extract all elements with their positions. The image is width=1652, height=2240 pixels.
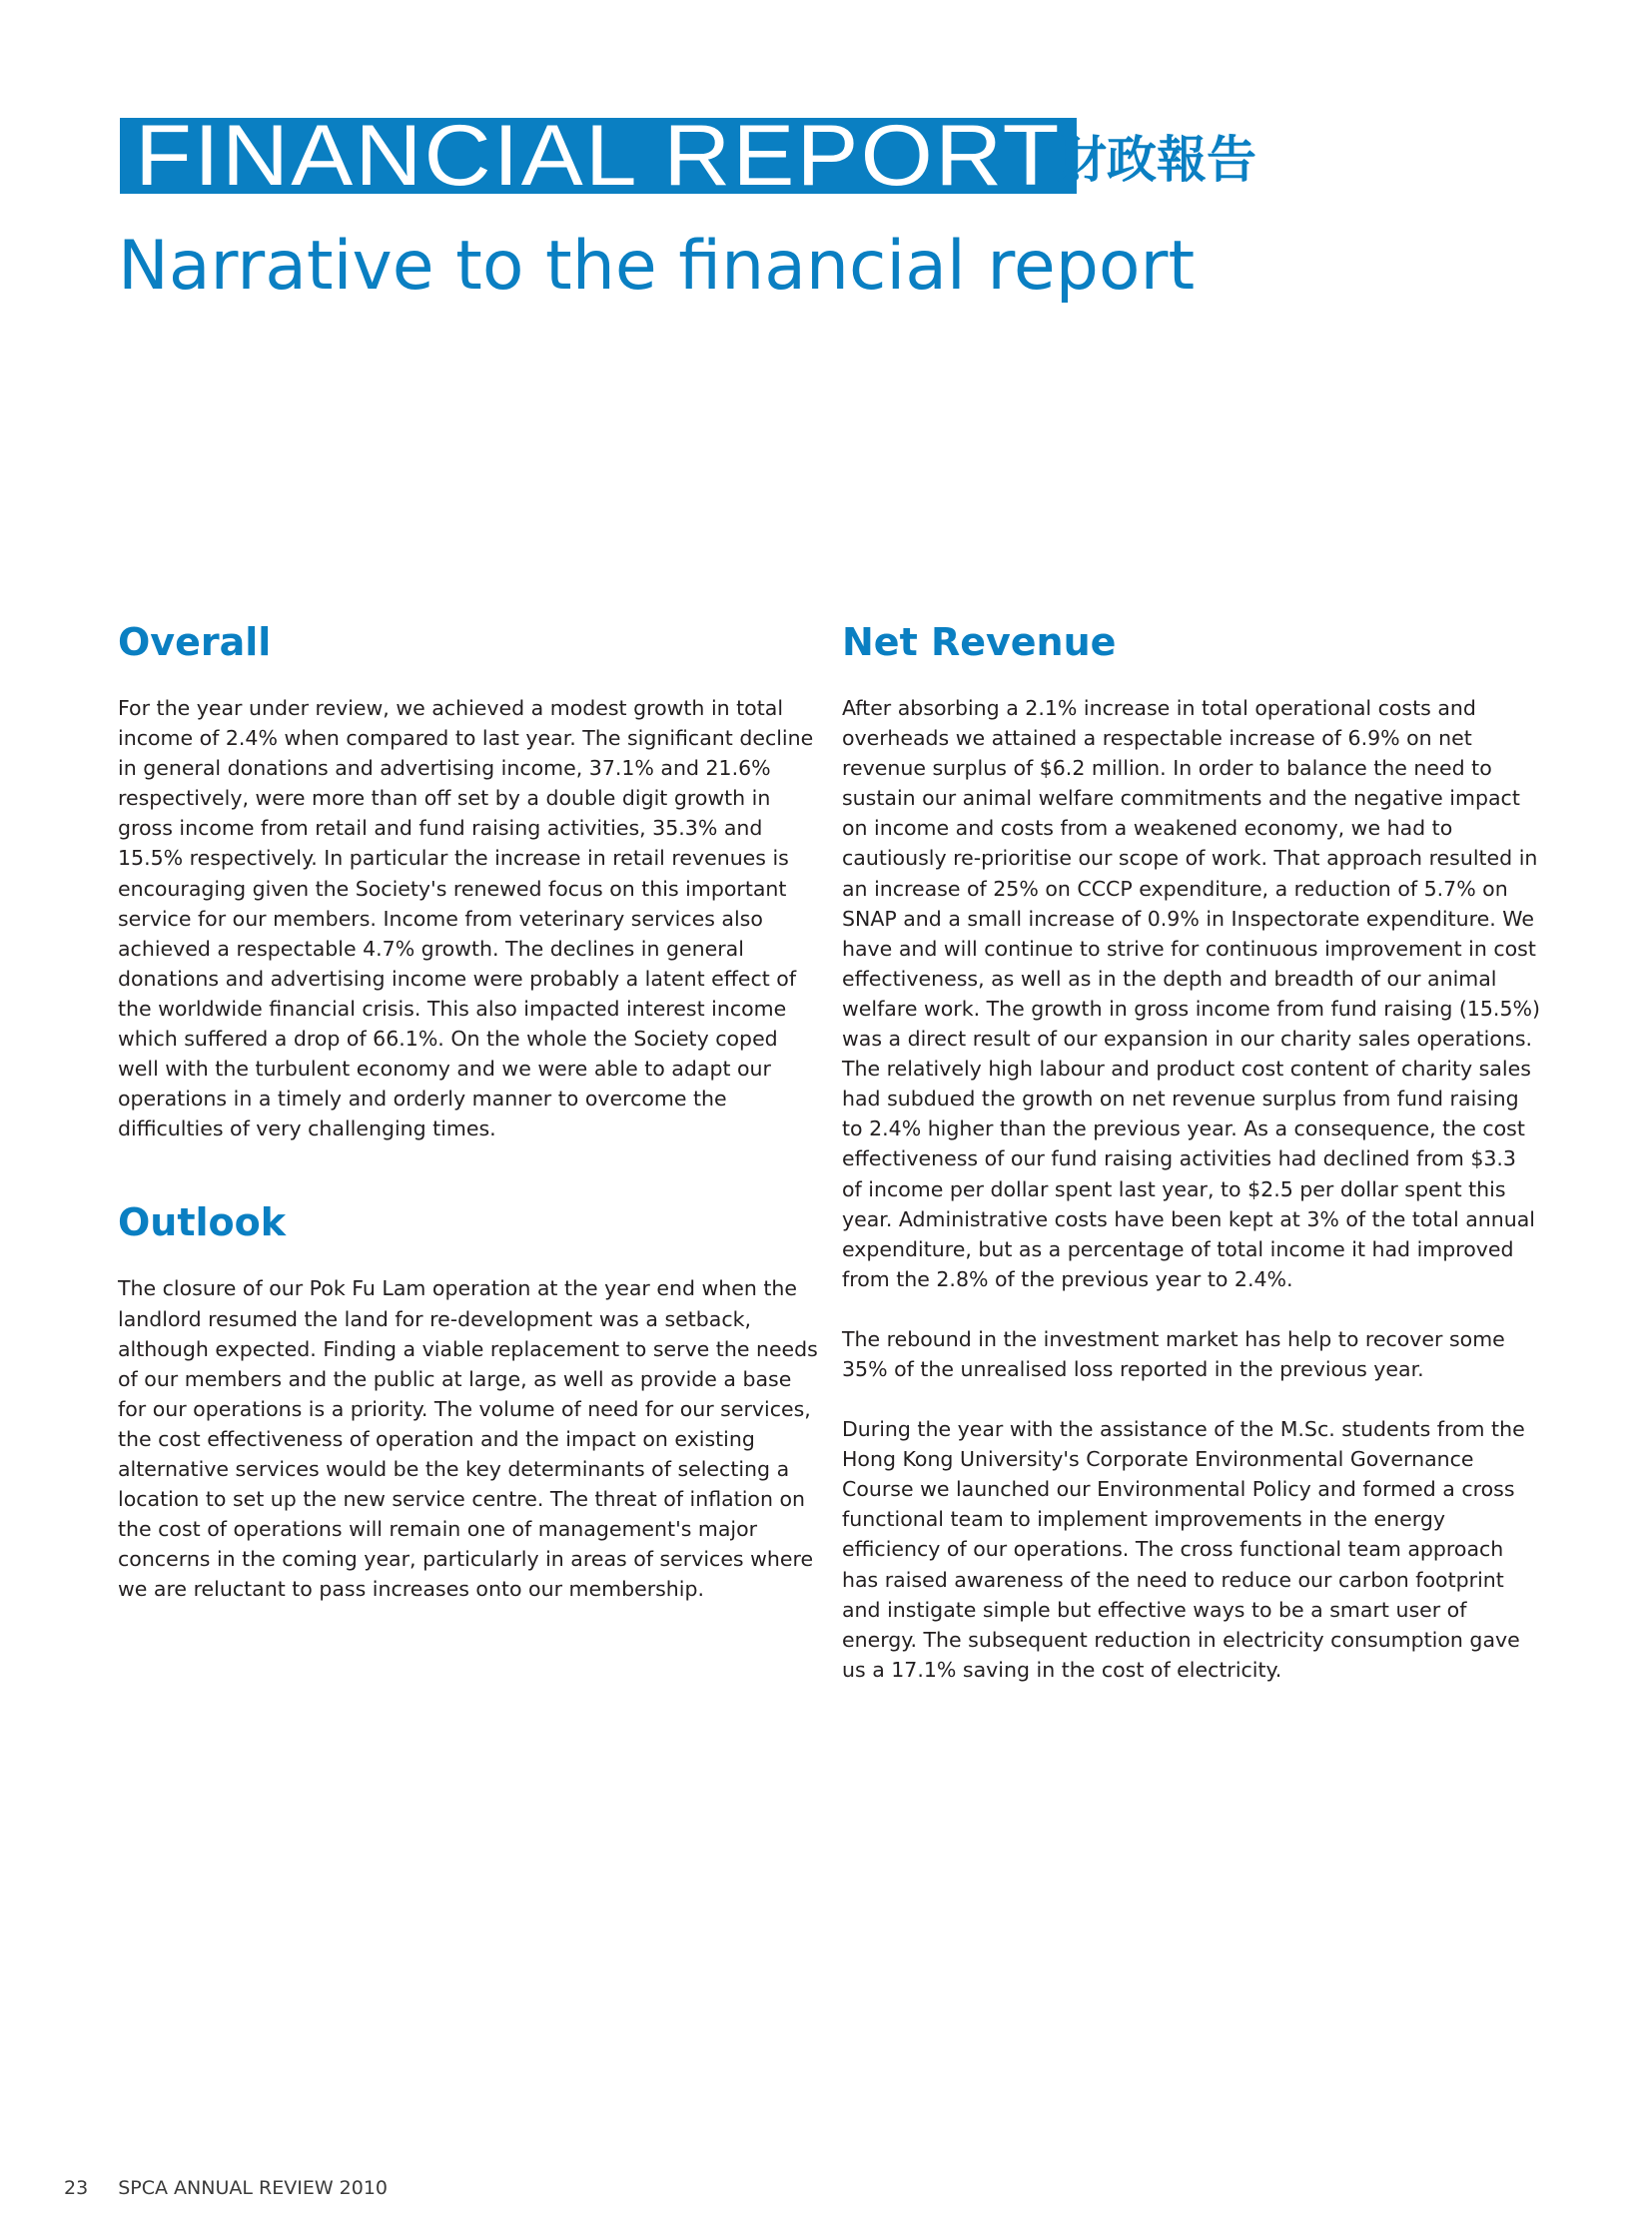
net-revenue-heading: Net Revenue <box>842 620 1117 664</box>
report-banner <box>120 108 1256 204</box>
overall-paragraph: For the year under review, we achieved a modest growth in total income of 2.4% when compared to last year. The significant decline in general donations and advertising income, 37.1% and 21.6% respectively, were more than off set by a double digit growth in gross income from retail and fund raising activities, 35.3% and 15.5% respectively. In particular the increase in retail revenues is encouraging given the Society's renewed focus on this important service for our members. Income from veterinary services also achieved a respectable 4.7% growth. The declines in general donations and advertising income were probably a latent effect of the worldwide financial crisis. This also impacted interest income which suffered a drop of 66.1%. On the whole the Society coped well with the turbulent economy and we were able to adapt our operations in a timely and orderly manner to overcome the difficulties of very challenging times. <box>118 696 814 1141</box>
overall-heading: Overall <box>118 620 272 664</box>
page-subtitle: Narrative to the financial report <box>118 227 1196 306</box>
net-revenue-paragraph-3: During the year with the assistance of the M.Sc. students from the Hong Kong University's Corporate Environmental Governance Course we launched our Environmental Policy and formed a cross functional team to implement improvements in the energy efficiency of our operations. The cross functional team approach has raised awareness of the need to reduce our carbon footprint and instigate simple but effective ways to be a smart user of energy. The subsequent reduction in electricity consumption gave us a 17.1% saving in the cost of electricity. <box>842 1417 1525 1682</box>
banner-title-chinese: 財政報告 <box>1057 131 1256 189</box>
left-column <box>118 615 823 1604</box>
net-revenue-paragraph-1: After absorbing a 2.1% increase in total operational costs and overheads we attained a respectable increase of 6.9% on net revenue surplus of $6.2 million. In order to balance the need to sustain our animal welfare commitments and the negative impact on income and costs from a weakened economy, we had to cautiously re-prioritise our scope of work. That approach resulted in an increase of 25% on CCCP expenditure, a reduction of 5.7% on SNAP and a small increase of 0.9% in Inspectorate expenditure. We have and will continue to strive for continuous improvement in cost effectiveness, as well as in the depth and breadth of our animal welfare work. The growth in gross income from fund raising (15.5%) was a direct result of our expansion in our charity sales operations. The relatively high labour and product cost content of charity sales had subdued the growth on net revenue surplus from fund raising to 2.4% higher than the previous year. As a consequence, the cost effectiveness of our fund raising activities had declined from $3.3 of income per dollar spent last year, to $2.5 per dollar spent this year. Administrative costs have been kept at 3% of the total annual expenditure, but as a percentage of total income it had improved from the 2.8% of the previous year to 2.4%. <box>842 696 1540 1291</box>
publication-title: SPCA ANNUAL REVIEW 2010 <box>118 2177 389 2199</box>
outlook-paragraph: The closure of our Pok Fu Lam operation at the year end when the landlord resumed the land for re-development was a setback, although expected. Finding a viable replacement to serve the needs of our members and the public at large, as well as provide a base for our operations is a priority. The volume of need for our services, the cost effectiveness of operation and the impact on existing alternative services would be the key determinants of selecting a location to set up the new service centre. The threat of inflation on the cost of operations will remain one of management's major concerns in the coming year, particularly in areas of services where we are reluctant to pass increases onto our membership. <box>118 1276 818 1602</box>
right-column <box>842 615 1541 1685</box>
page-footer <box>64 2177 388 2199</box>
page-number: 23 <box>64 2177 89 2199</box>
net-revenue-paragraph-2: The rebound in the investment market has help to recover some 35% of the unrealised loss reported in the previous year. <box>842 1326 1505 1381</box>
banner-title: FINANCIAL REPORT <box>120 118 1077 194</box>
outlook-heading: Outlook <box>118 1200 287 1245</box>
